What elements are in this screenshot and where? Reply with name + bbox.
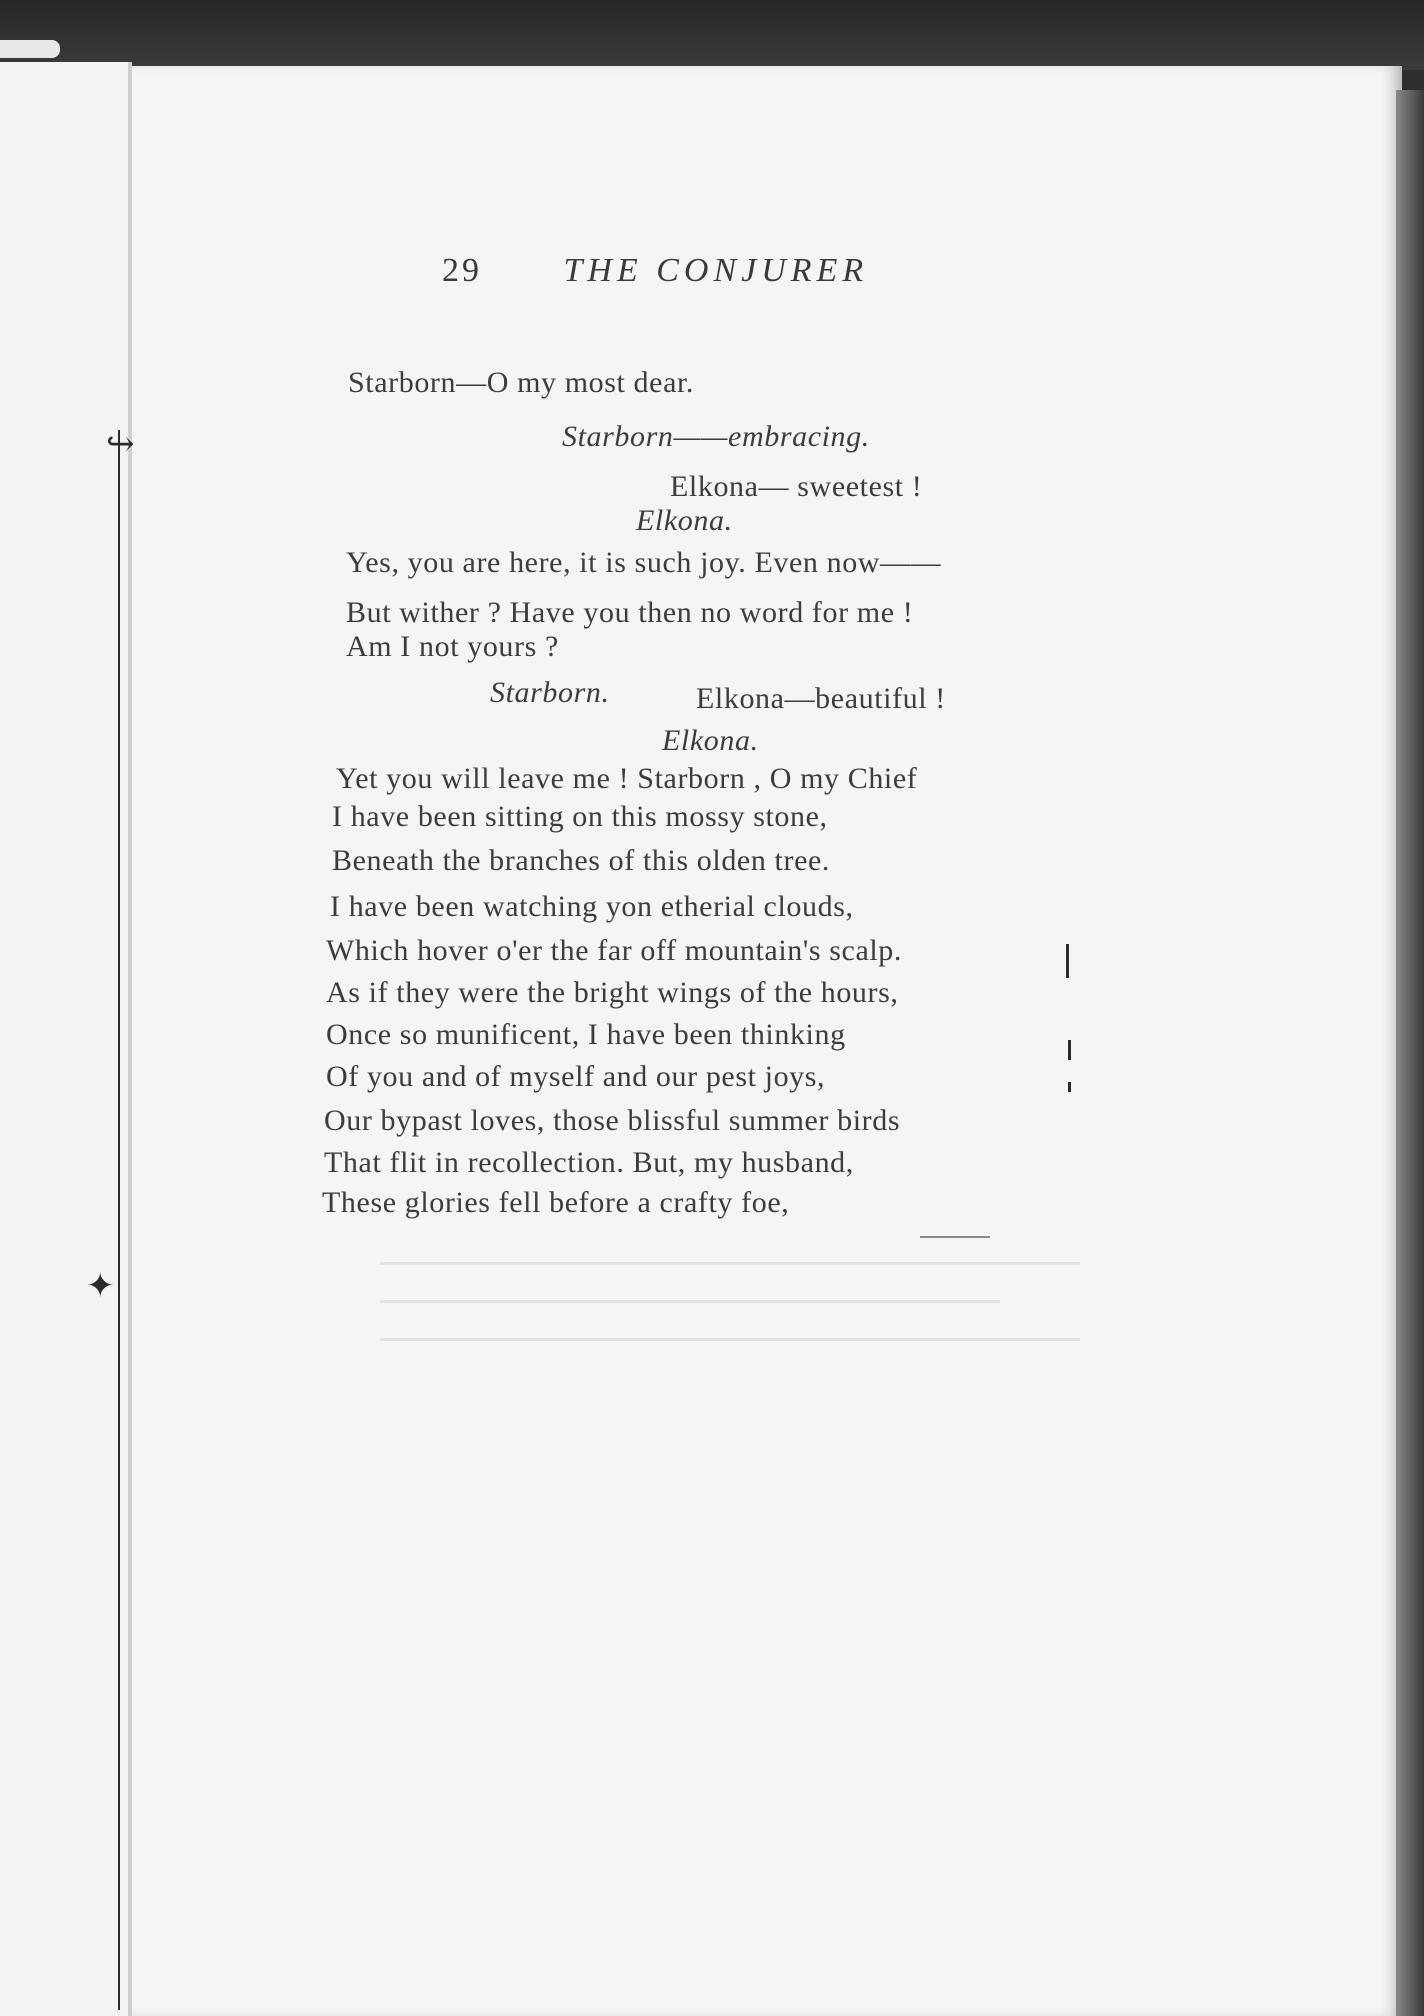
running-title: THE CONJURER xyxy=(563,252,869,289)
verse-line: Starborn—O my most dear. xyxy=(348,366,695,399)
verse-line: Elkona— sweetest ! xyxy=(670,470,923,503)
margin-mark xyxy=(1068,1082,1071,1092)
speaker-cue: Elkona. xyxy=(662,724,759,757)
scan-top-shadow xyxy=(0,0,1424,70)
page-right-edge xyxy=(1396,90,1424,2016)
binding-thread xyxy=(118,430,120,2010)
verse-line: Which hover o'er the far off mountain's scalp. xyxy=(326,934,903,967)
speaker-cue: Starborn. xyxy=(490,676,610,709)
verse-line: Yet you will leave me ! Starborn , O my Chief xyxy=(336,762,918,795)
margin-mark xyxy=(1068,1040,1071,1060)
show-through-text xyxy=(380,1262,1080,1265)
page-number: 29 xyxy=(442,252,482,289)
verse-line: As if they were the bright wings of the hours, xyxy=(326,976,899,1009)
facing-page xyxy=(0,62,132,2016)
verse-line: But wither ? Have you then no word for me ! xyxy=(346,596,914,629)
facing-page-tab xyxy=(0,40,60,58)
verse-line: Yes, you are here, it is such joy. Even now—— xyxy=(346,546,942,579)
verse-line: That flit in recollection. But, my husband, xyxy=(324,1146,854,1179)
end-rule xyxy=(920,1236,990,1238)
verse-line: Of you and of myself and our pest joys, xyxy=(326,1060,826,1093)
verse-line: Am I not yours ? xyxy=(346,630,559,663)
margin-mark xyxy=(1066,944,1069,978)
verse-line: These glories fell before a crafty foe, xyxy=(322,1186,790,1219)
verse-line: Once so munificent, I have been thinking xyxy=(326,1018,846,1051)
verse-line: Elkona—beautiful ! xyxy=(696,682,946,715)
show-through-text xyxy=(380,1338,1080,1341)
binding-stitch-mark: ✦ xyxy=(86,1268,115,1305)
verse-line: Beneath the branches of this olden tree. xyxy=(332,844,830,877)
speaker-cue: Elkona. xyxy=(636,504,733,537)
verse-line: Our bypast loves, those blissful summer birds xyxy=(324,1104,901,1137)
speaker-cue: Starborn——embracing. xyxy=(562,420,870,453)
verse-line: I have been sitting on this mossy stone, xyxy=(332,800,828,833)
page-header xyxy=(442,252,868,290)
verse-line: I have been watching yon etherial clouds, xyxy=(330,890,854,923)
binding-stitch-mark: ↪ xyxy=(106,426,135,463)
show-through-text xyxy=(380,1300,1000,1303)
